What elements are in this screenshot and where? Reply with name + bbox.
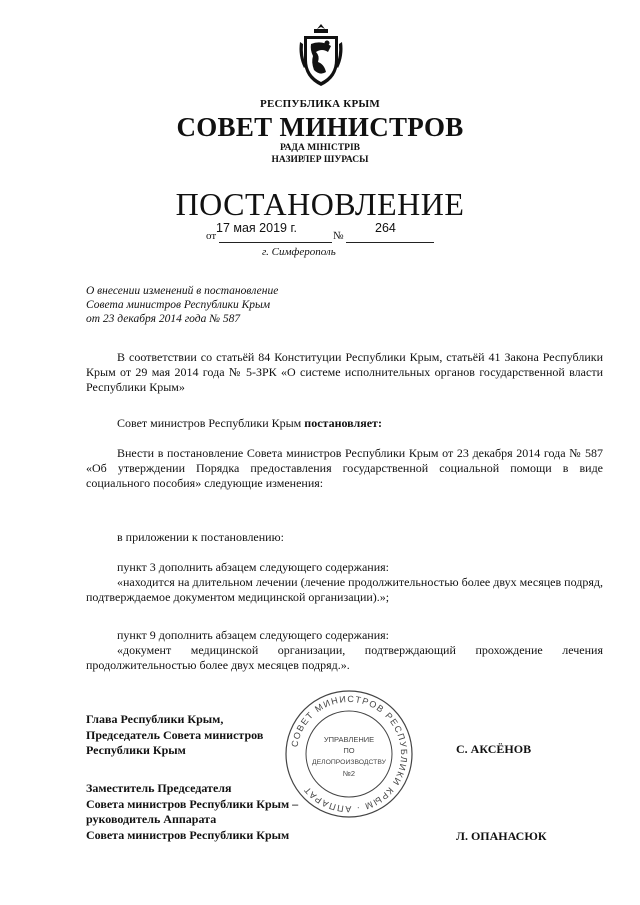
- title-line: от 23 декабря 2014 года № 587: [86, 313, 241, 325]
- resolves-keyword: постановляет:: [304, 416, 382, 430]
- position-line: руководитель Аппарата: [86, 812, 217, 826]
- number-prefix: №: [333, 230, 344, 242]
- stamp-ring-text: СОВЕТ МИНИСТРОВ РЕСПУБЛИКИ КРЫМ · АППАРАТ: [289, 693, 410, 815]
- date-prefix: от: [206, 230, 217, 242]
- title-line: О внесении изменений в постановление: [86, 285, 279, 297]
- position-line: Совета министров Республики Крым –: [86, 796, 299, 811]
- position-line: Республики Крым: [86, 743, 186, 757]
- stamp-line: УПРАВЛЕНИЕ: [323, 735, 375, 744]
- title-line: Совета министров Республики Крым: [86, 299, 271, 311]
- city: г. Симферополь: [262, 246, 336, 258]
- date-underline: [219, 242, 332, 243]
- coat-of-arms-icon: [298, 22, 344, 88]
- stamp-line: ПО: [343, 746, 355, 755]
- position-line: Совета министров Республики Крым: [86, 827, 290, 842]
- item-9-intro: пункт 9 дополнить абзацем следующего содержания:: [117, 628, 389, 642]
- resolves-paragraph: [86, 416, 603, 431]
- position-line: Заместитель Председателя: [86, 781, 232, 795]
- number-underline: [346, 242, 434, 243]
- amendment-paragraph: Внести в постановление Совета министров Республики Крым от 23 декабря 2014 года № 587 «Об утверждении Порядка предоставления государственной социальной помощи в виде социального пособия» следующие изменения:: [86, 446, 603, 490]
- signatory-2-name: Л. ОПАНАСЮК: [456, 829, 547, 843]
- position-line: Председатель Совета министров: [86, 727, 264, 742]
- stamp-line: ДЕЛОПРОИЗВОДСТВУ: [312, 759, 386, 766]
- item-3-intro: пункт 3 дополнить абзацем следующего содержания:: [117, 560, 389, 574]
- signatory-2-position: [86, 781, 346, 843]
- item-9-text: «документ медицинской организации, подтверждающий прохождение лечения продолжительностью более двух месяцев подряд.».: [86, 643, 603, 672]
- document-type-heading: ПОСТАНОВЛЕНИЕ: [175, 186, 465, 222]
- document-title: [86, 284, 386, 326]
- council-heading-tatar: НАЗИРЛЕР ШУРАСЫ: [271, 155, 369, 165]
- signatory-1-position: [86, 712, 326, 759]
- resolves-text: Совет министров Республики Крым: [117, 416, 305, 430]
- date-value: 17 мая 2019 г.: [216, 221, 297, 235]
- item-3-text: «находится на длительном лечении (лечение продолжительностью более двух месяцев подряд, подтверждаемое документом медицинской организации).»;: [86, 575, 603, 604]
- item-9-paragraph: [86, 628, 603, 673]
- stamp-line: №2: [342, 769, 356, 778]
- council-heading-ukrainian: РАДА МІНІСТРІВ: [279, 143, 360, 153]
- position-line: Глава Республики Крым,: [86, 712, 224, 726]
- republic-heading: РЕСПУБЛИКА КРЫМ: [260, 98, 380, 110]
- annex-paragraph: в приложении к постановлению:: [117, 530, 284, 544]
- item-3-paragraph: [86, 560, 603, 605]
- preamble-paragraph: В соответствии со статьёй 84 Конституции Республики Крым, статьёй 41 Закона Республики Крым от 29 мая 2014 года № 5-ЗРК «О системе исполнительных органов государственной власти Республики Крым»: [86, 350, 603, 394]
- signatory-1-name: С. АКСЁНОВ: [456, 742, 532, 756]
- number-value: 264: [375, 221, 396, 235]
- council-heading: СОВЕТ МИНИСТРОВ: [176, 112, 464, 142]
- date-number-line: [206, 221, 446, 243]
